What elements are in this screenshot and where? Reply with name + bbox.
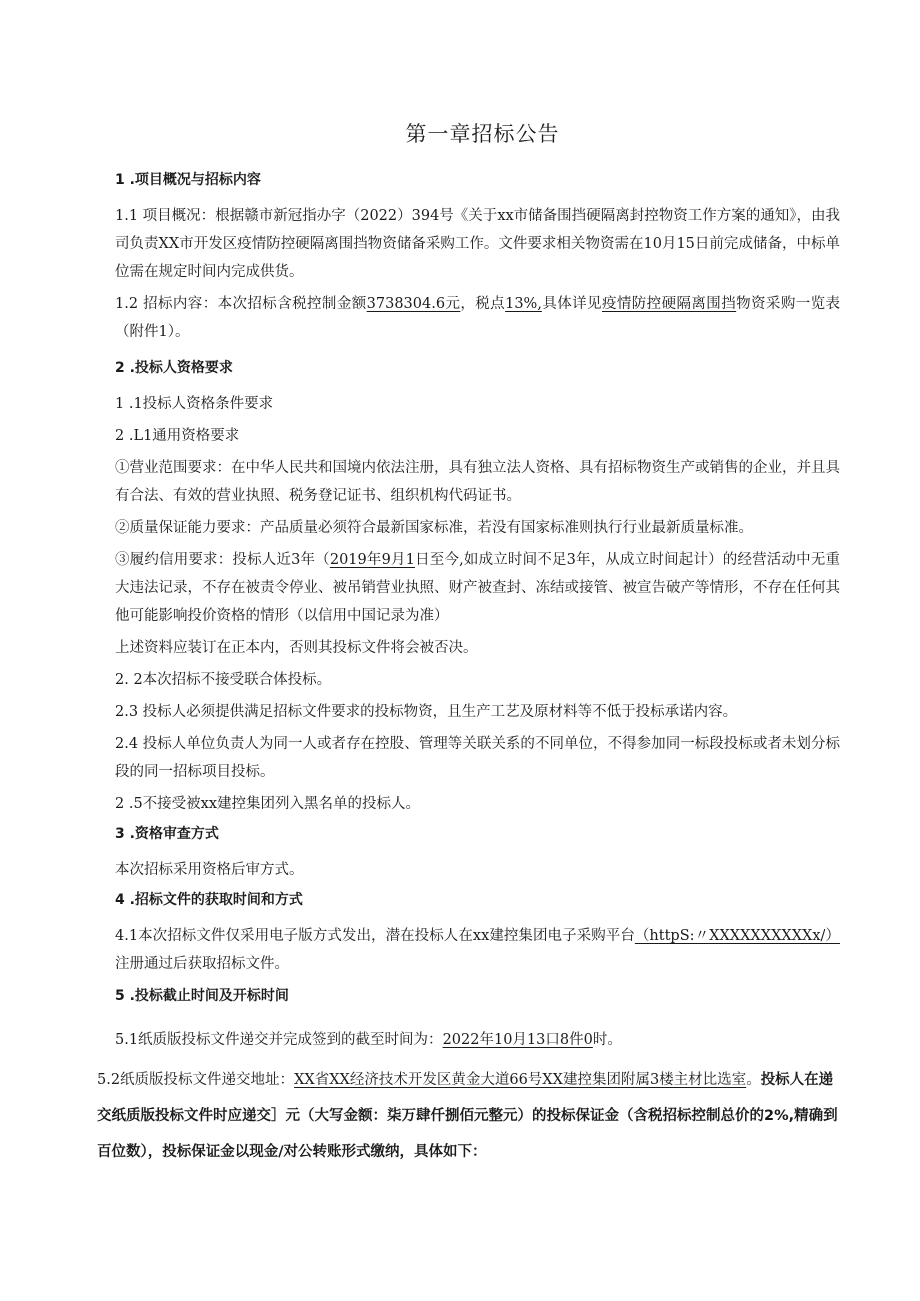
paragraph-2-4: 2.4 投标人单位负责人为同一人或者存在控股、管理等关联关系的不同单位，不得参加同一标段投标或者未划分标段的同一招标项目投标。 bbox=[115, 736, 840, 780]
paragraph-business-scope: ①营业范围要求：在中华人民共和国境内依法注册，具有独立法人资格、具有招标物资生产或销售的企业，并且具有合法、有效的营业执照、税务登记证书、组织机构代码证书。 bbox=[115, 460, 840, 504]
deposit-text: 投标人在递交纸质版投标文件时应递交］元（大写金额：柒万肆仟捌佰元整元）的投标保证金（含税招标控制总价的2%,精确到百位数），投标保证金以现金/对公转账形式缴纳，具体如下： bbox=[97, 1072, 838, 1160]
section-heading-5: 5 .投标截止时间及开标时间 bbox=[115, 988, 289, 1004]
text: 注册通过后获取招标文件。 bbox=[115, 956, 289, 972]
text: ，税点 bbox=[460, 296, 506, 312]
paragraph-4-1 bbox=[115, 922, 840, 978]
paragraph-1-1: 1.1 项目概况：根据赣市新冠指办字（2022）394号《关于xx市储备围挡硬隔离封控物资工作方案的通知》，由我司负责XX市开发区疫情防控硬隔离围挡物资储备采购工作。文件要求相关物资需在10月15日前完成储备，中标单位需在规定时间内完成供货。 bbox=[115, 208, 840, 280]
control-amount: 3738304.6元 bbox=[366, 296, 461, 312]
paragraph-5-2 bbox=[97, 1062, 840, 1170]
paragraph-2-2-consortium: 2. 2本次招标不接受联合体投标。 bbox=[115, 672, 332, 688]
text: 具体详见 bbox=[541, 296, 602, 312]
text: 。 bbox=[746, 1072, 761, 1088]
section-heading-2: 2 .投标人资格要求 bbox=[115, 360, 233, 376]
paragraph-2-5: 2 .5不接受被xx建控集团列入黑名单的投标人。 bbox=[115, 796, 421, 812]
paragraph-binding-note: 上述资料应装订在正本内，否则其投标文件将会被否决。 bbox=[115, 640, 478, 656]
paragraph-quality: ②质量保证能力要求：产品质量必须符合最新国家标准，若没有国家标准则执行行业最新质量标准。 bbox=[115, 520, 753, 536]
attachment-link[interactable]: 疫情防控硬隔离围挡 bbox=[601, 296, 737, 312]
section-heading-1: 1 .项目概况与招标内容 bbox=[115, 172, 261, 188]
text: 5.1纸质版投标文件递交并完成签到的截至时间为： bbox=[115, 1032, 443, 1048]
text: 4.1本次招标文件仅采用电子版方式发出，潜在投标人在xx建控集团电子采购平台 bbox=[115, 928, 635, 944]
page-title: 第一章招标公告 bbox=[405, 122, 560, 146]
submission-address: XX省XX经济技术开发区黄金大道66号XX建控集团附属3楼主材比选室 bbox=[294, 1072, 747, 1088]
paragraph-credit bbox=[115, 546, 840, 630]
paragraph-2-1: 1 .1投标人资格条件要求 bbox=[115, 396, 274, 412]
deadline-time: 2022年10月13口8件0 bbox=[442, 1032, 593, 1048]
tax-rate: 13%, bbox=[505, 296, 542, 312]
paragraph-3-1: 本次招标采用资格后审方式。 bbox=[115, 862, 304, 878]
text: 时。 bbox=[592, 1032, 622, 1048]
paragraph-5-1 bbox=[115, 1026, 840, 1054]
paragraph-2-3: 2.3 投标人必须提供满足招标文件要求的投标物资，且生产工艺及原材料等不低于投标承诺内容。 bbox=[115, 704, 738, 720]
paragraph-1-2 bbox=[115, 290, 840, 346]
section-heading-4: 4 .招标文件的获取时间和方式 bbox=[115, 892, 303, 908]
text: 5.2纸质版投标文件递交地址： bbox=[97, 1072, 295, 1088]
paragraph-2-2: 2 .L1通用资格要求 bbox=[115, 428, 240, 444]
platform-link[interactable]: （httpS:〃XXXXXXXXXXx/） bbox=[634, 928, 840, 944]
text: 1.2 招标内容：本次招标含税控制金额 bbox=[115, 296, 367, 312]
text: 物资采购一览表（附件1）。 bbox=[115, 296, 841, 340]
text: ③履约信用要求：投标人近3年（ bbox=[115, 552, 330, 568]
text: 日至今,如成立时间不足3年，从成立时间起计）的经营活动中无重大违法记录，不存在被责令停业、被吊销营业执照、财产被查封、冻结或接管、被宣告破产等情形，不存在任何其他可能影响投价资格的情形（以信用中国记录为准） bbox=[115, 552, 840, 624]
section-heading-3: 3 .资格审查方式 bbox=[115, 826, 219, 842]
credit-start-date: 2019年9月1 bbox=[329, 552, 415, 568]
